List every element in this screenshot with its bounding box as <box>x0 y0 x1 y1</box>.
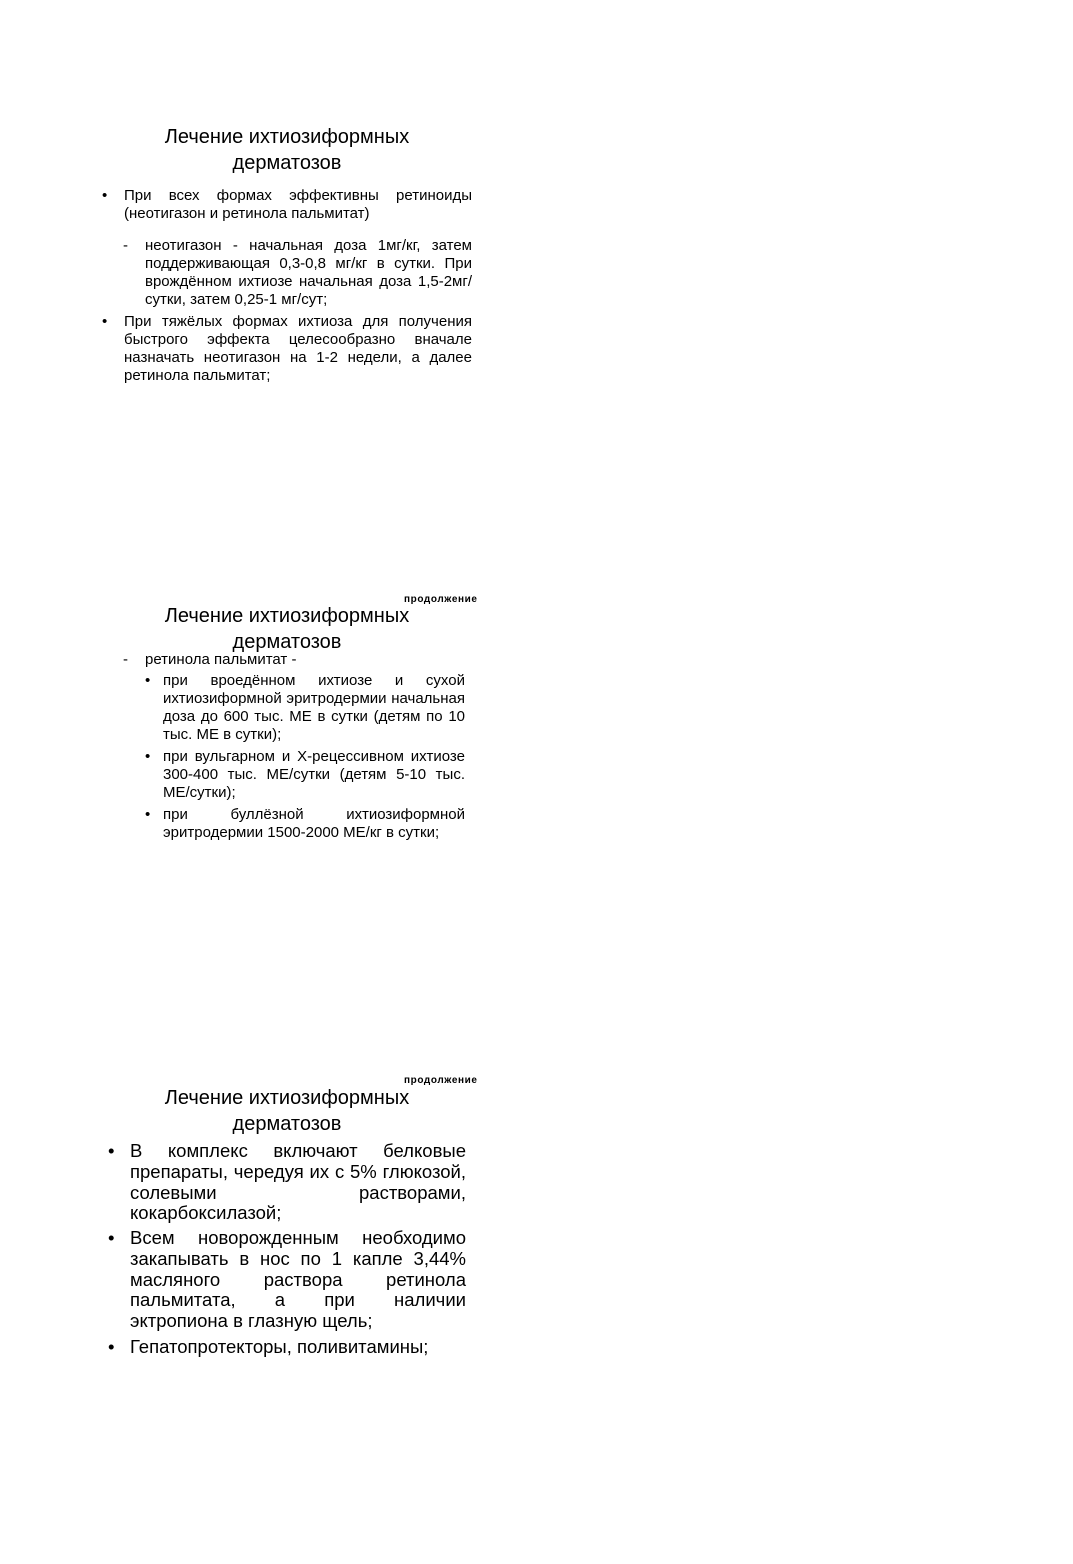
list-item <box>108 1336 466 1358</box>
title-line-1: Лечение ихтиозиформных <box>164 1087 410 1109</box>
list-item-text: при вульгарном и Х-рецессивном ихтиозе 300-400 тыс. МЕ/сутки (детям 5-10 тыс. МЕ/сутки); <box>163 748 465 801</box>
dash-marker: - <box>123 651 128 668</box>
title-line-1: Лечение ихтиозиформных <box>164 605 410 627</box>
slide-title <box>130 1085 444 1137</box>
bullet-marker: • <box>108 1227 115 1248</box>
continuation-label: продолжение <box>404 1075 478 1086</box>
slide-title <box>130 603 444 655</box>
list-item-text: Гепатопротекторы, поливитамины; <box>130 1336 429 1357</box>
bullet-marker: • <box>145 672 151 689</box>
slide-title <box>130 124 444 176</box>
title-line-2: дерматозов <box>232 1113 342 1135</box>
list-item <box>108 1227 466 1332</box>
list-item <box>102 313 472 385</box>
title-line-2: дерматозов <box>232 152 342 174</box>
bullet-marker: • <box>108 1140 115 1161</box>
bullet-marker: • <box>102 187 108 204</box>
title-line-2: дерматозов <box>232 631 342 653</box>
list-item <box>123 237 472 309</box>
list-item <box>102 187 472 223</box>
list-item-text: При всех формах эффективны ретиноиды (неотигазон и ретинола пальмитат) <box>124 187 472 222</box>
list-item <box>145 748 465 802</box>
list-item-text: В комплекс включают белковые препараты, чередуя их с 5% глюкозой, солевыми растворами, кокарбоксилазой; <box>130 1140 466 1224</box>
list-item-text: при вроедённом ихтиозе и сухой ихтиозиформной эритродермии начальная доза до 600 тыс. МЕ в сутки (детям по 10 тыс. МЕ в сутки); <box>163 672 465 743</box>
title-line-1: Лечение ихтиозиформных <box>164 126 410 148</box>
list-item-text: ретинола пальмитат - <box>145 651 297 668</box>
list-item-text: При тяжёлых формах ихтиоза для получения быстрого эффекта целесообразно вначале назначать неотигазон на 1-2 недели, а далее ретинола пальмитат; <box>124 313 472 384</box>
list-item <box>123 651 465 669</box>
list-item-text: неотигазон - начальная доза 1мг/кг, затем поддерживающая 0,3-0,8 мг/кг в сутки. При врождённом ихтиозе начальная доза 1,5-2мг/сутки, затем 0,25-1 мг/сут; <box>145 237 472 308</box>
bullet-marker: • <box>145 748 151 765</box>
bullet-marker: • <box>102 313 108 330</box>
list-item-text: Всем новорожденным необходимо закапывать в нос по 1 капле 3,44% масляного раствора ретинола пальмитата, а при наличии эктропиона в глазную щель; <box>130 1227 466 1332</box>
list-item <box>145 672 465 744</box>
dash-marker: - <box>123 237 128 254</box>
continuation-label: продолжение <box>404 594 478 605</box>
bullet-marker: • <box>108 1336 115 1357</box>
list-item-text: при буллёзной ихтиозиформной эритродермии 1500-2000 МЕ/кг в сутки; <box>163 806 465 841</box>
list-item <box>145 806 465 842</box>
list-item <box>108 1140 466 1224</box>
bullet-marker: • <box>145 806 151 823</box>
